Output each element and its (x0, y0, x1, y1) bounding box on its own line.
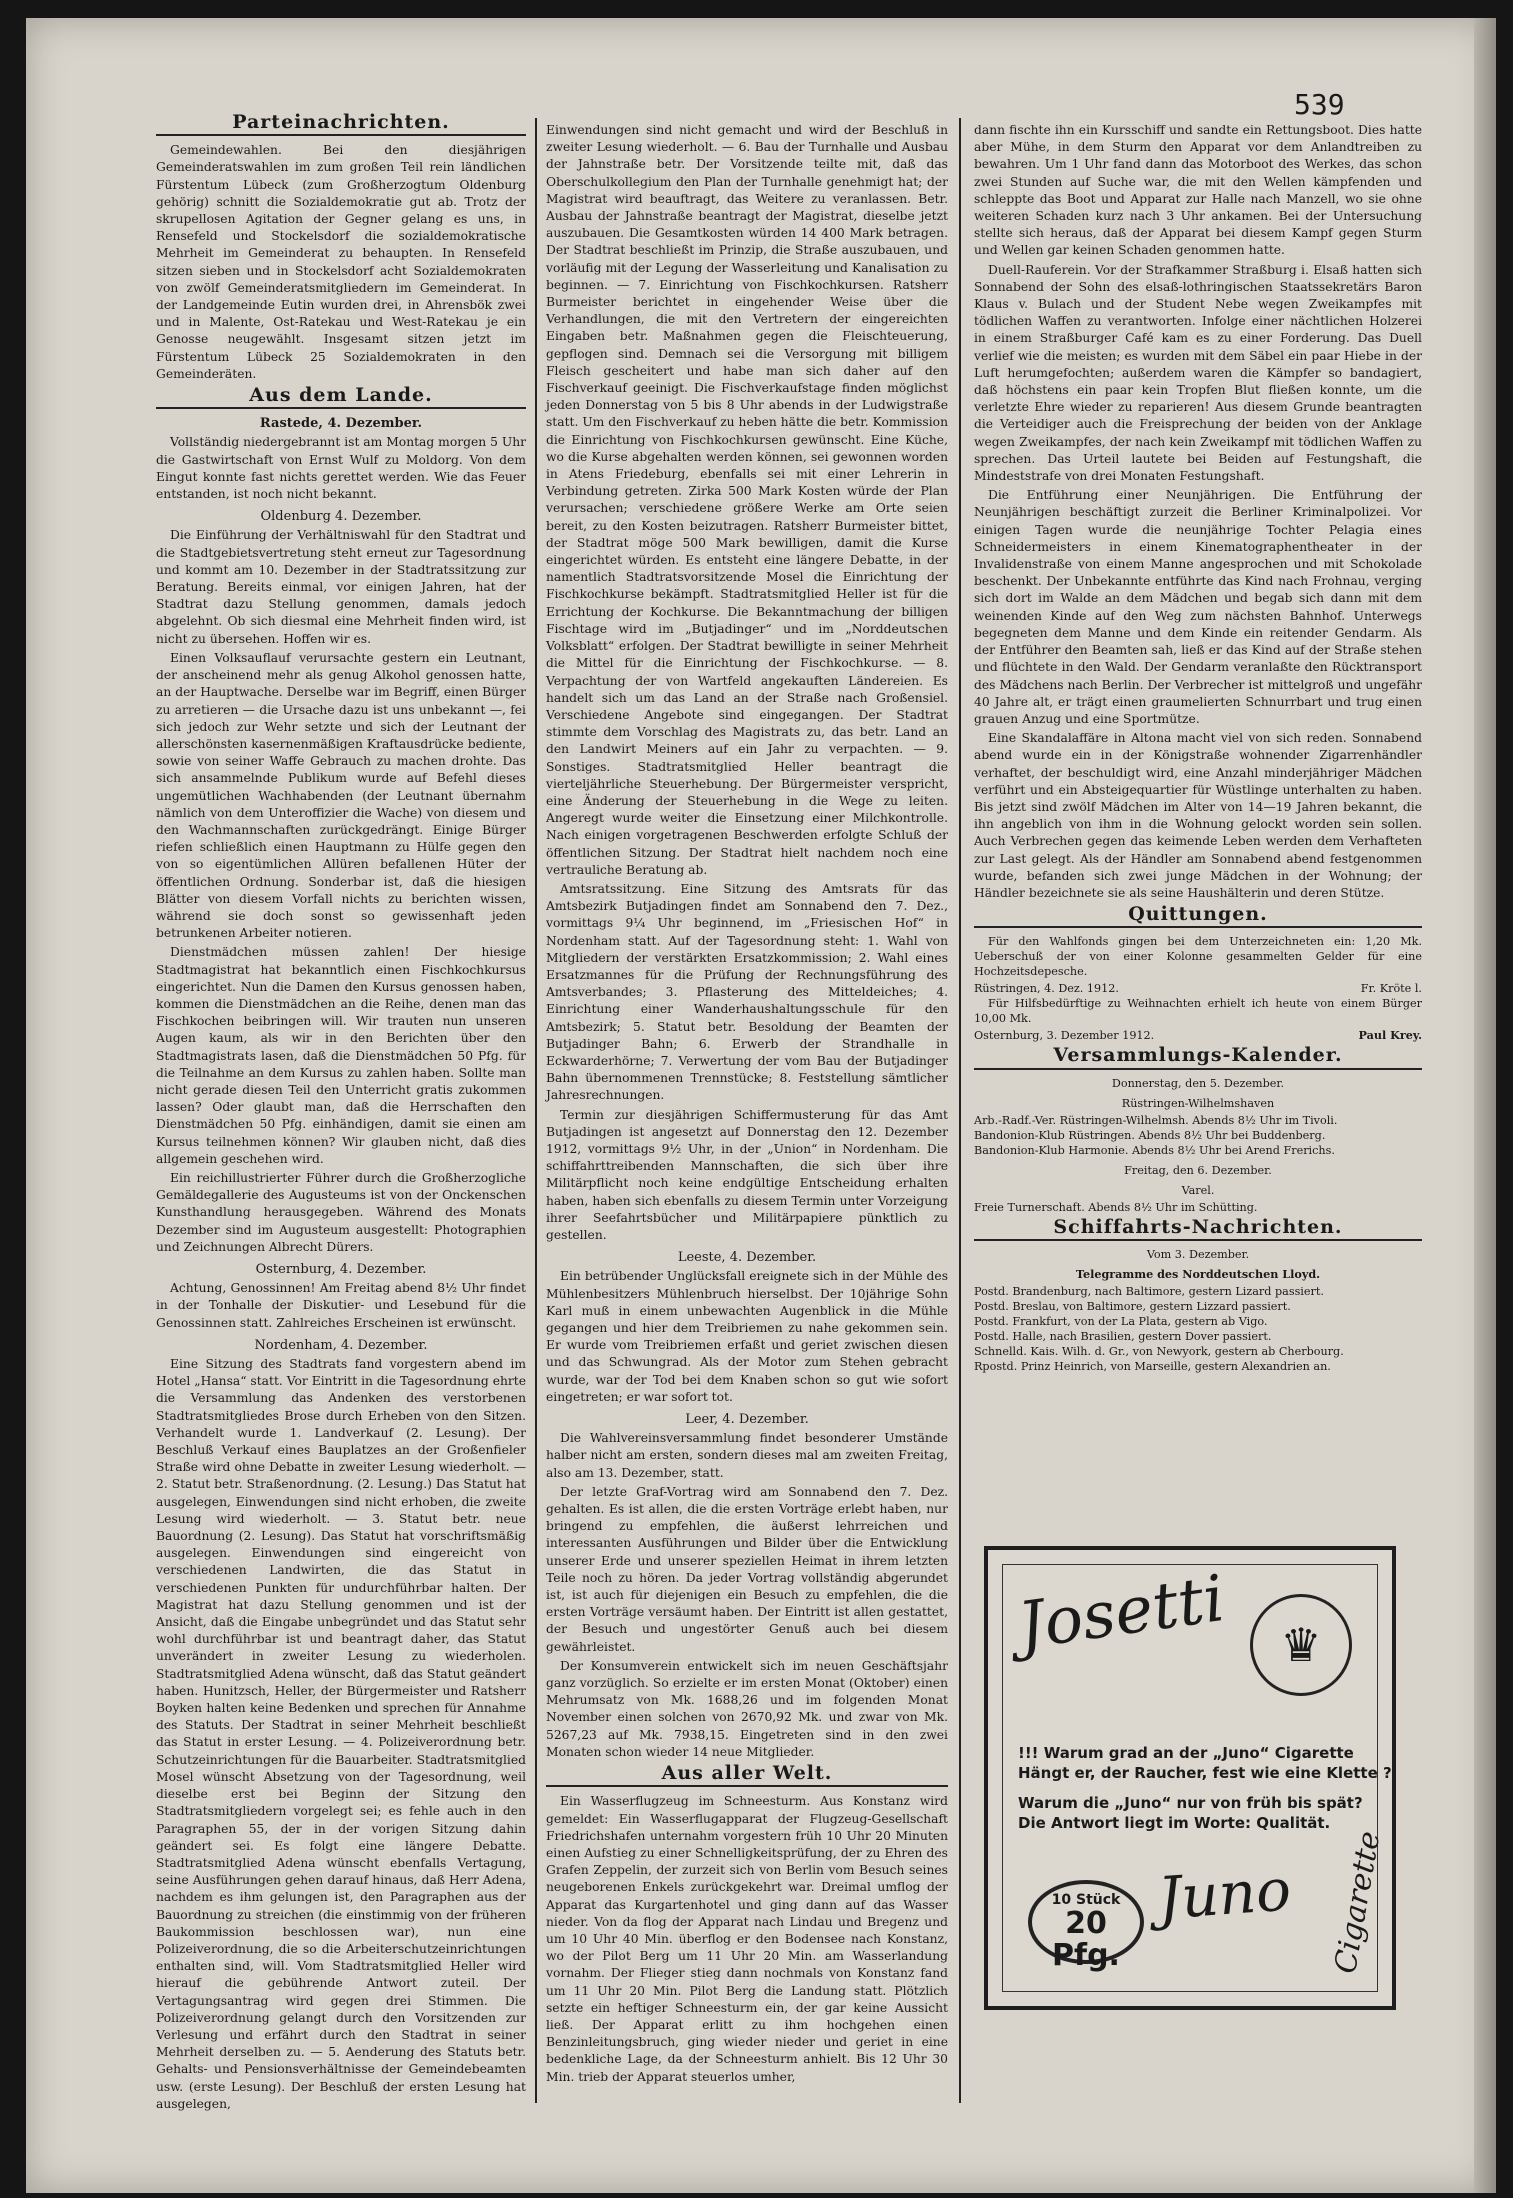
juno-cigarette-advertisement (984, 1546, 1396, 2010)
dateline-osternburg: Osternburg, 4. Dezember. (255, 1262, 427, 1277)
article-volksauflauf: Einen Volksauflauf verursachte gestern ein Leutnant, der anscheinend mehr als genug Alkohol genossen hatte, an der Hauptwache. Derselbe war im Begriff, einen Bürger zu arretieren — die Ursache dazu ist uns unbekannt —, fei sich jedoch zur Wehr setzte und sich der Leutnant der allerschönsten kasernenmäßigen Kraftausdrücke bediente, sowie von seiner Waffe Gebrauch zu machen drohte. Das sich ansammelnde Publikum wurde auf Befehl dieses ungemütlichen Wachhabenden (der Leutnant übernahm nämlich von dem Unteroffizier die Wache) von diesem und den Wachmannschaften zurückgedrängt. Einige Bürger riefen schließlich einen Hauptmann zu Hülfe gegen den von so eigentümlichen Allüren befallenen Hüter der öffentlichen Ordnung. Sonderbar ist, daß die hiesigen Blätter von diesem Vorfall nichts zu berichten wissen, während sie doch sonst so gewissenhaft jeden betrunkenen Arbeiter notieren. (156, 650, 526, 941)
dateline-leeste: Leeste, 4. Dezember. (677, 1250, 817, 1266)
article-amtsratssitzung: Amtsratssitzung. Eine Sitzung des Amtsrats für das Amtsbezirk Butjadingen findet am Sonnabend den 7. Dez., vormittags 9¼ Uhr beginnend, im „Friesischen Hof“ in Nordenham statt. Auf der Tagesordnung steht: 1. Wahl von Mitgliedern der verstärkten Ersatzkommission; 2. Wahl eines Ersatzmannes für die Prüfung der Rechnungsführung des Amtsverbandes; 3. Pflasterung des Mitteldeiches; 4. Einrichtung einer Wanderhaushaltungsschule für den Amtsbezirk; 5. Statut betr. Besoldung der Beamten der Butjadinger Bahn; 6. Erwerb der Strandhalle in Eckwarderhörne; 7. Verwertung der vom Bau der Butjadinger Bahn übernommenen Trennstücke; 8. Feststellung sämtlicher Jahresrechnungen. (546, 881, 948, 1103)
quittung-2-place: Osternburg, 3. Dezember 1912. (974, 1029, 1155, 1043)
schiffahrt-entry: Rpostd. Prinz Heinrich, von Marseille, gestern Alexandrien an. (974, 1359, 1331, 1373)
crown-crest-icon: ♛ (1250, 1594, 1352, 1696)
article-niedergebrannt: Vollständig niedergebrannt ist am Montag morgen 5 Uhr die Gastwirtschaft von Ernst Wulf zu Moldorg. Von dem Eingut konnte fast nichts gerettet werden. Wie das Feuer entstanden, ist noch nicht bekannt. (156, 435, 526, 502)
schiffahrt-entry: Schnelld. Kais. Wilh. d. Gr., von Newyork, gestern ab Cherbourg. (974, 1344, 1344, 1358)
schiffahrt-entry: Postd. Breslau, von Baltimore, gestern Lizzard passiert. (974, 1299, 1291, 1313)
article-stadtrat-cont: Einwendungen sind nicht gemacht und wird der Beschluß in zweiter Lesung wiederholt. — 6. Bau der Turnhalle und Ausbau der Jahnstraße betr. Der Vorsitzende teilte mit, daß das Oberschulkollegium den Plan der Turnhalle genehmigt hat; der Magistrat wird beauftragt, das Weitere zu veranlassen. Betr. Ausbau der Jahnstraße beantragt der Magistrat, dieselbe jetzt auszubauen. Die Gesamtkosten würden 14 400 Mark betragen. Der Stadtrat beschließt im Prinzip, die Straße auszubauen, und vorläufig mit der Legung der Wasserleitung und Kanalisation zu beginnen. — 7. Einrichtung von Fischkochkursen. Ratsherr Burmeister berichtet in eingehender Weise über die Verhandlungen, die mit den Vertretern der eingereichten Eingaben betr. Maßnahmen gegen die Fleischteuerung, gepflogen sind. Demnach sei die Versorgung mit billigem Fleisch gescheitert und habe man sich daher auf den Fischverkauf geeinigt. Die Fischverkaufstage finden möglichst jeden Donnerstag von 5 bis 8 Uhr abends in der Ludwigstraße statt. Um den Fischverkauf zu heben hätte die betr. Kommission die Einrichtung von Fischkochkursen gewünscht. Eine Küche, wo die Kurse abgehalten werden können, sei gewonnen worden in Atens Friedeburg, ebenfalls sei mit einer Lehrerin in Verbindung getreten. Zirka 500 Mark Kosten würde der Plan verursachen; verschiedene größere Werke am Orte seien bereit, zu den Kosten beizutragen. Ratsherr Burmeister bittet, der Stadtrat möge 500 Mark bewilligen, damit die Kurse eingerichtet würden. Es entsteht eine längere Debatte, in der namentlich Stadtratsvorsitzende Mosel die Einrichtung der Fischkochkurse bekämpft. Stadtratsmitglied Heller ist für die Errichtung der Kochkurse. Die Bekanntmachung der billigen Fischtage wird im „Butjadinger“ und im „Norddeutschen Volksblatt“ erfolgen. Der Stadtrat bewilligte in seiner Mehrheit die Mittel für die Einrichtung der Fischkochkurse. — 8. Verpachtung der von Wartfeld angekauften Ländereien. Es handelt sich um das Land an der Straße nach Großensiel. Verschiedene Angebote sind eingegangen. Der Stadtrat stimmte dem Vorschlag des Magistrats zu, das betr. Land an den Landwirt Meiners auf ein Jahr zu verpachten. — 9. Sonstiges. Stadtratsmitglied Heller beantragt die vierteljährliche Steuerhebung. Der Bürgermeister verspricht, eine Änderung der Steuerhebung in die Wege zu leiten. Angeregt wurde weiter die Einsetzung einer Milchkontrolle. Nach einigen vorgetragenen Beschwerden erfolgte Schluß der öffentlichen Sitzung. Der Stadtrat hielt nachdem noch eine vertrauliche Beratung ab. (546, 123, 948, 877)
column-rule (959, 118, 961, 2103)
column-1 (156, 110, 526, 2115)
page-number: 539 (1294, 88, 1345, 121)
article-skandalaffaere: Eine Skandalaffäre in Altona macht viel von sich reden. Sonnabend abend wurde ein in der Königstraße wohnender Zigarrenhändler verhaftet, der beschuldigt wird, eine Anzahl minderjähriger Mädchen verführt und ein Absteigequartier für Wüstlinge unterhalten zu haben. Bis jetzt sind zwölf Mädchen im Alter von 14—19 Jahren bekannt, die ihn angeblich von ihm in die Wohnung gelockt worden sein sollen. Auch Verbrechen gegen das keimende Leben werden dem Verhafteten zur Last gelegt. Als der Händler am Sonnabend abend festgenommen wurde, befanden sich zwei junge Mädchen in der Wohnung; der Händler bezeichnete sie als seine Haushälterin und deren Stütze. (974, 731, 1422, 900)
column-3 (974, 122, 1422, 1374)
quittung-1: Für den Wahlfonds gingen bei dem Unterzeichneten ein: 1,20 Mk. Ueberschuß der von einer Kolonne gesammelten Gelder für eine Hochzeitsdepesche. (974, 935, 1422, 979)
dateline-oldenburg: Oldenburg 4. Dezember. (260, 509, 422, 525)
ad-text-line: Die Antwort liegt im Worte: Qualität. (1018, 1814, 1331, 1832)
section-header-parteinachrichten: Parteinachrichten. (156, 114, 526, 136)
column-2 (546, 122, 948, 2088)
kalender-entry: Bandonion-Klub Rüstringen. Abends 8½ Uhr bei Buddenberg. (974, 1128, 1326, 1142)
schiffahrt-entry: Postd. Brandenburg, nach Baltimore, gestern Lizard passiert. (974, 1284, 1324, 1298)
schiffahrt-date: Vom 3. Dezember. (1146, 1247, 1250, 1261)
schiffahrt-entry: Postd. Frankfurt, von der La Plata, gestern ab Vigo. (974, 1314, 1268, 1328)
kalender-city-2: Varel. (1181, 1183, 1215, 1197)
quittung-1-place: Rüstringen, 4. Dez. 1912. (974, 982, 1119, 996)
ad-cigarette-label: Cigarette (1328, 1828, 1388, 1977)
kalender-entry: Bandonion-Klub Harmonie. Abends 8½ Uhr bei Arend Frerichs. (974, 1143, 1335, 1157)
ad-price-badge (1028, 1880, 1144, 1973)
article-entfuehrung: Die Entführung einer Neunjährigen. Die Entführung der Neunjährigen beschäftigt zurzeit die Berliner Kriminalpolizei. Vor einigen Tagen wurde die neunjährige Tochter Pelagia eines Schneidermeisters in einem Kinematographentheater in der Invalidenstraße von einem Manne angesprochen und mit Schokolade beschenkt. Der Unbekannte entführte das Kind nach Frohnau, verging sich dort im Walde an dem Mädchen und begab sich dann mit dem weinenden Kinde auf den Weg zum nächsten Bahnhof. Unterwegs begegneten dem Manne und dem Kinde ein reitender Gendarm. Als der Entführer den Beamten sah, ließ er das Kind auf der Straße stehen und flüchtete in den Wald. Der Gendarm veranlaßte den Rücktransport des Mädchens nach Berlin. Der Verbrecher ist mittelgroß und ungefähr 40 Jahre alt, er trägt einen graumelierten Schnurrbart und trug einen grauen Anzug und eine Sportmütze. (974, 488, 1422, 726)
kalender-city-1: Rüstringen-Wilhelmshaven (1121, 1096, 1275, 1110)
page-edge (1474, 18, 1496, 2193)
article-dienstmaedchen: Dienstmädchen müssen zahlen! Der hiesige Stadtmagistrat hat bekanntlich einen Fischkochkursus eingerichtet. Nun die Damen den Kursus genossen haben, kommen die Dienstmädchen an die Reihe, denen man das Fischkochen beibringen will. Wir trauten nun unseren Augen kaum, als wir in den Berichten über den Stadtmagistrats lasen, daß die Dienstmädchen 50 Pfg. für die Teilnahme an dem Kursus zu zahlen haben. Sollte man nicht gerade diesen Teil den Unterricht gratis zukommen lassen? Oder glaubt man, daß die Herrschaften den Dienstmädchen 50 Pfg. einhändigen, damit sie einen am Kursus teilnehmen können? Wir glauben nicht, daß dies allgemein geschehen wird. (156, 945, 526, 1166)
ad-text-line: Hängt er, der Raucher, fest wie eine Klette ? (1018, 1764, 1392, 1782)
dateline-nordenham: Nordenham, 4. Dezember. (254, 1337, 428, 1353)
article-gemeindewahlen: Gemeindewahlen. Bei den diesjährigen Gemeinderatswahlen im zum großen Teil rein ländlichen Fürstentum Lübeck (zum Großherzogtum Oldenburg gehörig) schnitt die Sozialdemokratie gut ab. Trotz der skrupellosen Agitation der Gegner gelang es uns, in Rensefeld und Stockelsdorf die sozialdemokratische Mehrheit im Gemeinderat zu behaupten. In Rensefeld sitzen sieben und in Stockelsdorf acht Sozialdemokraten von zwölf Gemeinderatsmitgliedern im Gemeinderat. In der Landgemeinde Eutin wurden drei, in Ahrensbök zwei und in Malente, Ost-Ratekau und West-Ratekau je ein Genosse neugewählt. Insgesamt sitzen jetzt im Fürstentum Lübeck 25 Sozialdemokraten in den Gemeinderäten. (156, 143, 526, 381)
article-ungluecksfall: Ein betrübender Unglücksfall ereignete sich in der Mühle des Mühlenbesitzers Mühlenbruch hierselbst. Der 10jährige Sohn Karl muß in einem unbewachten Augenblick in die Mühle gegangen und hier dem Treibriemen zu nahe gekommen sein. Er wurde vom Treibriemen erfaßt und geriet zwischen diesen und das Schwungrad. Als der Motor zum Stehen gebracht wurde, war der Tod bei dem Knaben schon so gut wie sofort eingetreten; er war sofort tot. (546, 1269, 948, 1404)
section-header-versammlungs-kalender: Versammlungs-Kalender. (974, 1047, 1422, 1069)
article-verhaeltniswahl: Die Einführung der Verhältniswahl für den Stadtrat und die Stadtgebietsvertretung steht erneut zur Tagesordnung und kommt am 10. Dezember in der Stadtratssitzung zur Beratung. Bereits einmal, vor einigen Jahren, hat der Stadtrat dazu Stellung genommen, damals jedoch abgelehnt. Ob sich diesmal eine Mehrheit finden wird, ist nicht zu übersehen. Hoffen wir es. (156, 528, 526, 646)
kalender-entry: Arb.-Radf.-Ver. Rüstringen-Wilhelmsh. Abends 8½ Uhr im Tivoli. (974, 1113, 1338, 1127)
article-wahlverein: Die Wahlvereinsversammlung findet besonderer Umstände halber nicht am ersten, sondern dieses mal am zweiten Freitag, also am 13. Dezember, statt. (546, 1431, 948, 1480)
ad-juno-logo: Juno (1155, 1855, 1294, 1933)
column-rule (535, 118, 537, 2103)
article-fuehrer: Ein reichillustrierter Führer durch die Großherzogliche Gemäldegallerie des Augusteums ist von der Onckenschen Kunsthandlung herausgegeben. Während des Monats Dezember sind im Augusteum ausgestellt: Photographien und Zeichnungen Albrecht Dürers. (156, 1170, 526, 1254)
ad-badge-price: 20 Pfg. (1052, 1906, 1120, 1973)
schiffahrt-subtitle: Telegramme des Norddeutschen Lloyd. (1075, 1266, 1321, 1281)
article-konsumverein: Der Konsumverein entwickelt sich im neuen Geschäftsjahr ganz vorzüglich. So erzielte er im ersten Monat (Oktober) einen Mehrumsatz von Mk. 1688,26 und im folgenden Monat November einen solchen von 2670,92 Mk. und zwar von Mk. 5267,23 auf Mk. 7938,15. Eingetreten sind in den zwei Monaten schon wieder 14 neue Mitglieder. (546, 1658, 948, 1759)
article-stadtrat: Eine Sitzung des Stadtrats fand vorgestern abend im Hotel „Hansa“ statt. Vor Eintritt in die Tagesordnung ehrte die Versammlung das Andenken des verstorbenen Stadtratsmitgliedes Brose durch Erheben von den Sitzen. Verhandelt wurde 1. Landverkauf (2. Lesung). Der Beschluß Verkauf eines Bauplatzes an der Großenfieler Straße wird ohne Debatte in zweiter Lesung wiederholt. — 2. Statut betr. Straßenordnung. (2. Lesung.) Das Statut hat ausgelegen, Einwendungen sind nicht erhoben, die zweite Lesung wird wiederholt. — 3. Statut betr. neue Bauordnung (2. Lesung). Das Statut hat vorschriftsmäßig ausgelegen. Einwendungen sind eingereicht von verschiedenen Landwirten, die das Statut in verschiedenen Punkten für undurchführbar halten. Der Magistrat hat dazu Stellung genommen und ist der Ansicht, daß die Eingabe unbegründet und das Statut sehr wohl durchführbar ist und beantragt daher, das Statut unverändert in zweiter Lesung zu wiederholen. Stadtratsmitglied Adena wünscht, daß das Statut geändert haben. Hunitzsch, Heller, der Bürgermeister und Ratsherr Boyken halten keine Bedenken und sprechen für Annahme des Statuts. Der Stadtrat in seiner Mehrheit beschließt das Statut in erster Lesung. — 4. Polizeiverordnung betr. Schutzeinrichtungen für die Bauarbeiter. Stadtratsmitglied Mosel wünscht Absetzung von der Tagesordnung, weil dieselbe erst bei Beginn der Sitzung den Stadtratsmitgliedern vorgelegt sei; es fehle auch in den Paragraphen 55, der in der vorigen Sitzung dahin geändert sei. Es folgt eine längere Debatte. Stadtratsmitglied Adena wünscht ebenfalls Vertagung, seine Ausführungen gehen darauf hinaus, daß Herr Adena, nachdem es ihm gelungen ist, den Paragraphen aus der Bauordnung zu streichen (die einstimmig von der früheren Baukommission beschlossen war), nun eine Polizeiverordnung, die so die Arbeiterschutzeinrichtungen enthalten sind, will. Vom Stadtratsmitglied Heller wird hierauf die gebührende Antwort zuteil. Der Vertagungsantrag wird gegen drei Stimmen. Die Polizeiverordnung gelangt durch den Vorsitzenden zur Verlesung und erfährt durch den Stadtrat in seiner Mehrheit derselben zu. — 5. Aenderung des Statuts betr. Gehalts- und Pensionsverhältnisse der Gemeindebeamten usw. (erste Lesung). Der Beschluß der ersten Lesung hat ausgelegen, (156, 1357, 526, 2111)
schiffahrt-entry: Postd. Halle, nach Brasilien, gestern Dover passiert. (974, 1329, 1272, 1343)
dateline-rastede: Rastede, 4. Dezember. (259, 416, 423, 432)
dateline-leer: Leer, 4. Dezember. (685, 1412, 809, 1428)
kalender-date-2: Freitag, den 6. Dezember. (1124, 1163, 1272, 1177)
article-genossinnen: Achtung, Genossinnen! Am Freitag abend 8½ Uhr findet in der Tonhalle der Diskutier- und Lesebund für die Genossinnen statt. Zahlreiches Erscheinen ist erwünscht. (156, 1281, 526, 1330)
quittung-1-footer (974, 981, 1422, 996)
section-header-schiffahrts-nachrichten: Schiffahrts-Nachrichten. (974, 1219, 1422, 1241)
quittung-2: Für Hilfsbedürftige zu Weihnachten erhielt ich heute von einem Bürger 10,00 Mk. (974, 997, 1422, 1026)
ad-badge-count: 10 Stück (1051, 1892, 1121, 1908)
quittung-1-sign: Fr. Kröte l. (1360, 982, 1422, 996)
ad-text-line: Warum die „Juno“ nur von früh bis spät? (1018, 1794, 1363, 1812)
newspaper-page (26, 18, 1496, 2193)
article-wasserflugzeug-cont: dann fischte ihn ein Kursschiff und sandte ein Rettungsboot. Dies hatte aber Mühe, in dem Sturm den Apparat vor dem Anlandtreiben zu bewahren. Um 1 Uhr fand dann das Motorboot des Werkes, das schon zwei Stunden auf Suche war, die mit den Wellen kämpfenden und schleppte das Boot und Apparat zur Halle nach Manzell, wo sie ohne weiteren Schaden kurz nach 3 Uhr ankamen. Bei der Untersuchung stellte sich heraus, daß der Apparat bei diesem Kampf gegen Sturm und Wellen gar keinen Schaden genommen hatte. (974, 123, 1422, 258)
ad-brand-josetti: Josetti (1013, 1561, 1229, 1665)
article-schiffermusterung: Termin zur diesjährigen Schiffermusterung für das Amt Butjadingen ist angesetzt auf Donnerstag den 12. Dezember 1912, vormittags 9½ Uhr, in der „Union“ in Nordenham. Die schiffahrttreibenden Mannschaften, die sich über ihre Militärpflicht noch keine endgültige Entscheidung erhalten haben, haben sich ebenfalls zu diesem Termin unter Vorzeigung ihrer Seefahrtsbücher und Militärpapiere pünktlich zu gestellen. (546, 1107, 948, 1242)
quittung-2-sign: Paul Krey. (1358, 1028, 1422, 1043)
article-graf-vortrag: Der letzte Graf-Vortrag wird am Sonnabend den 7. Dez. gehalten. Es ist allen, die die ersten Vorträge erlebt haben, nur bringend zu empfehlen, die äußerst lehrreichen und interessanten Ausführungen und Bilder über die Entwicklung unserer Erde und unserer speziellen Heimat in ihrem letzten Teile noch zu hören. Da jeder Vortrag vollständig abgerundet ist, ist auch für diejenigen ein Besuch zu empfehlen, die die ersten Vorträge versäumt haben. Der Eintritt ist allen gestattet, der Besuch und ungestörter Genuß auch bei diesem gewährleistet. (546, 1484, 948, 1654)
article-duell: Duell-Rauferein. Vor der Strafkammer Straßburg i. Elsaß hatten sich Sonnabend der Sohn des elsaß-lothringischen Staatssekretärs Baron Klaus v. Bulach und der Student Nebe wegen Zweikampfes mit tödlichen Waffen zu verantworten. Infolge einer nächtlichen Holzerei in einem Straßburger Café kam es zu einer Forderung. Das Duell verlief wie die meisten; es wurden mit dem Säbel ein paar Hiebe in der Luft herumgefochten; außerdem waren die Kämpfer so bandagiert, daß höchstens ein paar kein Tropfen Blut fließen konnte, um die verletzte Ehre wieder zu reparieren! Aus diesem Grunde beantragten die Verteidiger auch die Freisprechung der beiden von der Anklage wegen Zweikampfes, der nach kein Zweikampf mit tödlichen Waffen zu sprechen. Das Urteil lautete bei Beiden auf Festungshaft, die Mindeststrafe von drei Monaten Festungshaft. (974, 262, 1422, 484)
section-header-aus-dem-lande: Aus dem Lande. (156, 387, 526, 409)
article-wasserflugzeug: Ein Wasserflugzeug im Schneesturm. Aus Konstanz wird gemeldet: Ein Wasserflugapparat der Flugzeug-Gesellschaft Friedrichshafen unternahm vorgestern früh 10 Uhr 20 Minuten einen Aufstieg zu einer Schnelligkeitsprüfung, der zu Ehren des Grafen Zeppelin, der zurzeit sich von Berlin vom Besuch seines neugeborenen Enkels zurückgekehrt war. Dreimal umflog der Apparat das Kurgartenhotel und ging dann auf das Wasser nieder. Von da flog der Apparat nach Lindau und Bregenz und um 10 Uhr 40 Min. überflog er den Bodensee nach Konstanz, wo der Pilot Berg um 11 Uhr 20 Min. am Wasserlandung vornahm. Der Flieger stieg dann nochmals von Konstanz fand um 11 Uhr 20 Min. Pilot Berg die Landung statt. Plötzlich setzte ein heftiger Schneesturm ein, der gar keine Aussicht ließ. Der Apparat erlitt zu ihm hochgehen einen Benzinleitungsbruch, ging wieder nieder und geriet in eine bedenkliche Lage, da der Schneesturm anhielt. Bis 12 Uhr 30 Min. trieb der Apparat steuerlos umher, (546, 1794, 948, 2084)
quittung-2-footer (974, 1028, 1422, 1043)
ad-text-line: !!! Warum grad an der „Juno“ Cigarette (1018, 1744, 1354, 1762)
kalender-entry: Freie Turnerschaft. Abends 8½ Uhr im Schütting. (974, 1200, 1258, 1214)
section-header-quittungen: Quittungen. (974, 906, 1422, 928)
section-header-aus-aller-welt: Aus aller Welt. (546, 1765, 948, 1787)
kalender-date-1: Donnerstag, den 5. Dezember. (1111, 1076, 1285, 1090)
